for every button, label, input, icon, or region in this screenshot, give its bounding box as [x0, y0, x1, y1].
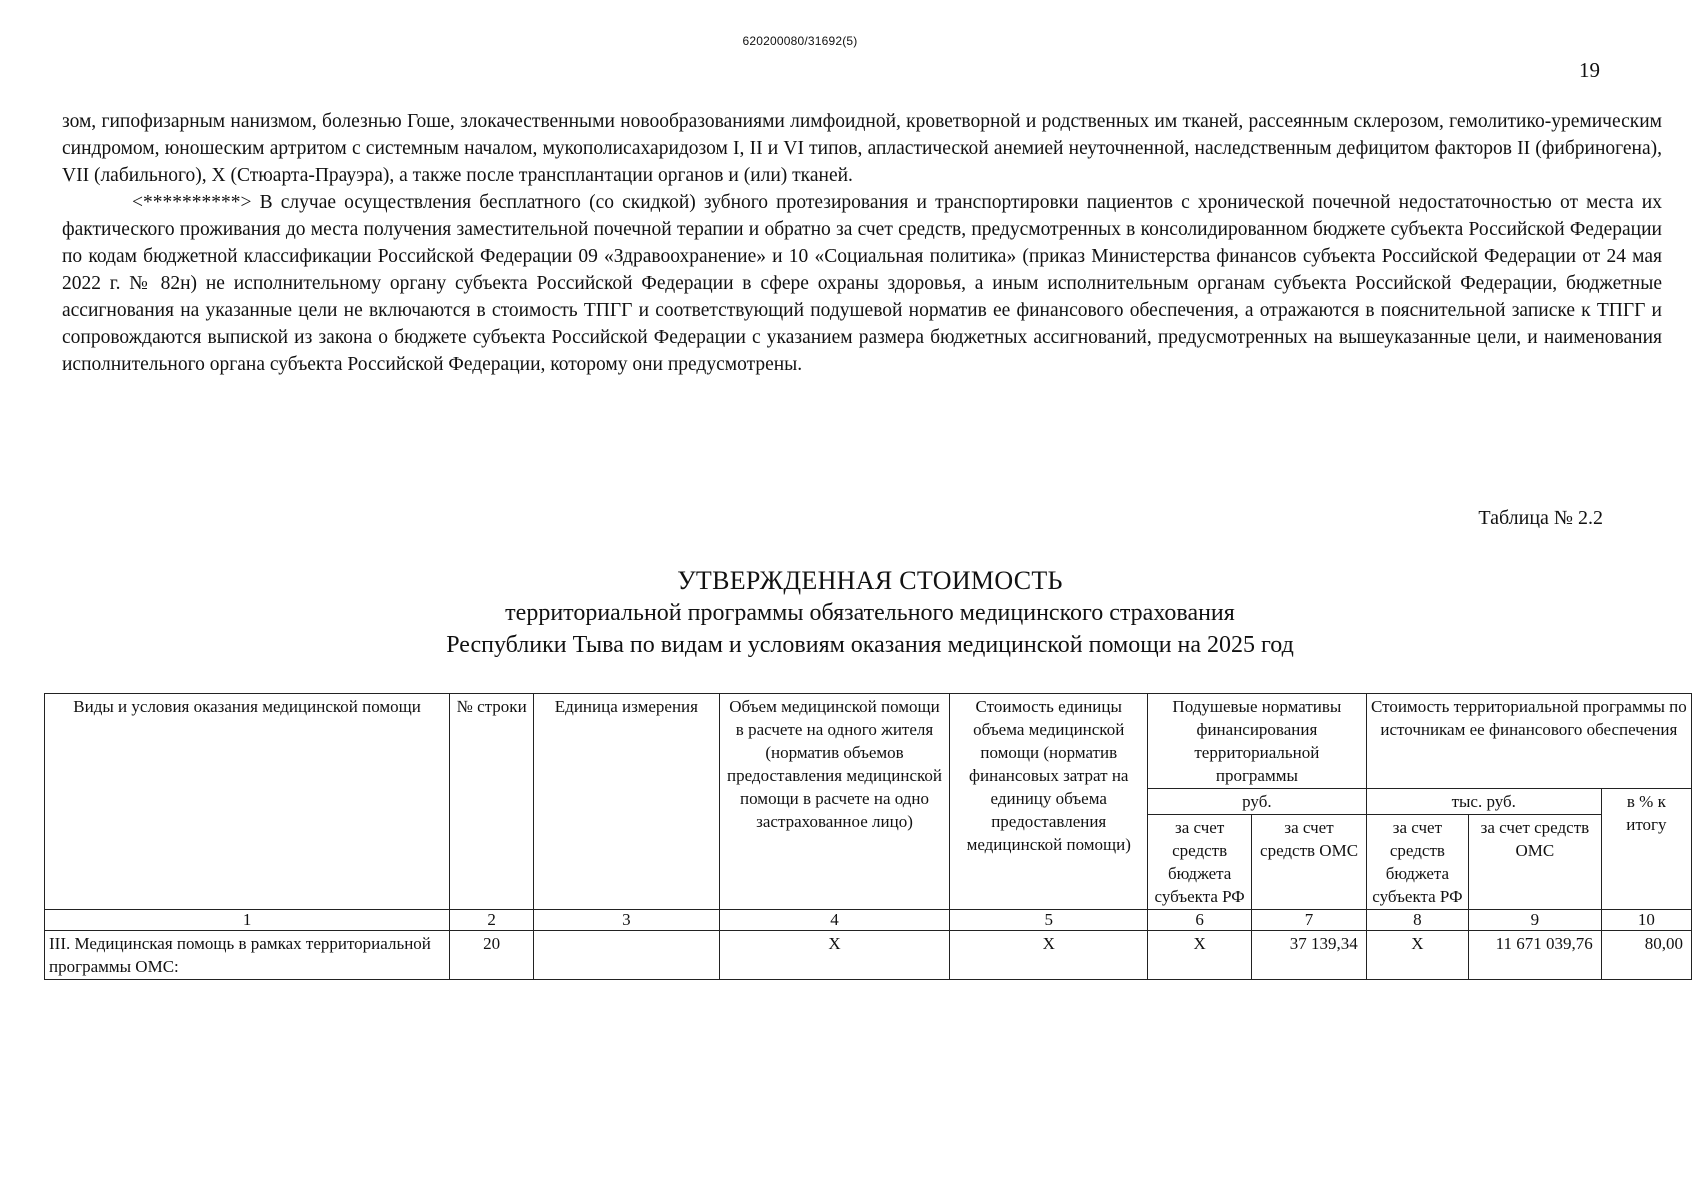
header-row-1 — [45, 694, 1692, 789]
header-cost-budget: за счет средств бюджета субъекта РФ — [1366, 815, 1468, 910]
header-cost-oms: за счет средств ОМС — [1469, 815, 1602, 910]
column-number: 8 — [1366, 910, 1468, 931]
page-number: 19 — [1579, 58, 1600, 82]
title-line-2: территориальной программы обязательного медицинского страхования — [505, 600, 1235, 626]
column-number: 7 — [1252, 910, 1366, 931]
paragraph-footnote: <**********> В случае осуществления бесплатного (со скидкой) зубного протезирования и транспортировки пациентов с хронической почечной недостаточностью от места их фактического проживания до места получения заместительной почечной терапии и обратно за счет средств, предусмотренных в консолидированном бюджете субъекта Российской Федерации по кодам бюджетной классификации Российской Федерации 09 «Здравоохранение» и 10 «Социальная политика» (приказ Министерства финансов субъекта Российской Федерации от 24 мая 2022 г. № 82н) не исполнительному органу субъекта Российской Федерации в сфере охраны здоровья, а иным исполнительным органам субъекта Российской Федерации, бюджетные ассигнования на указанные цели не включаются в стоимость ТПГГ и соответствующий подушевой норматив ее финансового обеспечения, а отражаются в пояснительной записке к ТПГГ и сопровождаются выпиской из закона о бюджете субъекта Российской Федерации с указанием размера бюджетных ассигнований, предусмотренных на вышеуказанные цели, и наименования исполнительного органа субъекта Российской Федерации, которому они предусмотрены. — [62, 192, 1662, 375]
row-volume: X — [719, 931, 950, 980]
table-row — [45, 931, 1692, 980]
header-percent — [1601, 789, 1691, 910]
column-number: 9 — [1469, 910, 1602, 931]
cost-table — [44, 693, 1692, 980]
header-kinds: Виды и условия оказания медицинской помощи — [45, 694, 450, 910]
column-number: 2 — [450, 910, 534, 931]
header-cost-group: Стоимость территориальной программы по источникам ее финансового обеспечения — [1366, 694, 1691, 789]
column-number: 3 — [534, 910, 719, 931]
header-percent-label: в % к итогу — [1626, 792, 1667, 834]
column-number: 5 — [950, 910, 1148, 931]
header-per-capita-budget: за счет средств бюджета субъекта РФ — [1147, 815, 1251, 910]
table-title — [0, 565, 1697, 661]
header-volume: Объем медицинской помощи в расчете на одного жителя (норматив объемов предоставления медицинской помощи в расчете на одно застрахованное лицо) — [719, 694, 950, 910]
row-cost-budget: X — [1366, 931, 1468, 980]
header-unit-rub: руб. — [1147, 789, 1366, 815]
header-per-capita-oms: за счет средств ОМС — [1252, 815, 1366, 910]
body-text — [62, 108, 1662, 378]
header-unit-cost: Стоимость единицы объема медицинской помощи (норматив финансовых затрат на единицу объема предоставления медицинской помощи) — [950, 694, 1148, 910]
header-unit: Единица измерения — [534, 694, 719, 910]
row-per-capita-budget: X — [1147, 931, 1251, 980]
row-cost-oms: 11 671 039,76 — [1469, 931, 1602, 980]
title-main: УТВЕРЖДЕННАЯ СТОИМОСТЬ — [677, 566, 1063, 595]
header-unit-thousand-rub: тыс. руб. — [1366, 789, 1601, 815]
row-unit — [534, 931, 719, 980]
header-per-capita-group: Подушевые нормативы финансирования территориальной программы — [1147, 694, 1366, 789]
table-label: Таблица № 2.2 — [1478, 507, 1603, 529]
row-unit-cost: X — [950, 931, 1148, 980]
row-per-capita-oms: 37 139,34 — [1252, 931, 1366, 980]
header-line-no: № строки — [450, 694, 534, 910]
column-number: 10 — [1601, 910, 1691, 931]
row-name: III. Медицинская помощь в рамках территориальной программы ОМС: — [45, 931, 450, 980]
column-number: 1 — [45, 910, 450, 931]
row-line-no: 20 — [450, 931, 534, 980]
column-number: 4 — [719, 910, 950, 931]
row-percent: 80,00 — [1601, 931, 1691, 980]
title-line-3: Республики Тыва по видам и условиям оказания медицинской помощи на 2025 год — [446, 632, 1294, 658]
paragraph-continuation: зом, гипофизарным нанизмом, болезнью Гоше, злокачественными новообразованиями лимфоидной, кроветворной и родственных им тканей, рассеянным склерозом, гемолитико-уремическим синдромом, юношеским артритом с системным началом, мукополисахаридозом I, II и VI типов, апластической анемией неуточненной, наследственным дефицитом факторов II (фибриногена), VII (лабильного), X (Стюарта-Прауэра), а также после трансплантации органов и (или) тканей. — [62, 111, 1662, 186]
column-number: 6 — [1147, 910, 1251, 931]
document-id: 620200080/31692(5) — [742, 34, 858, 48]
column-number-row — [45, 910, 1692, 931]
